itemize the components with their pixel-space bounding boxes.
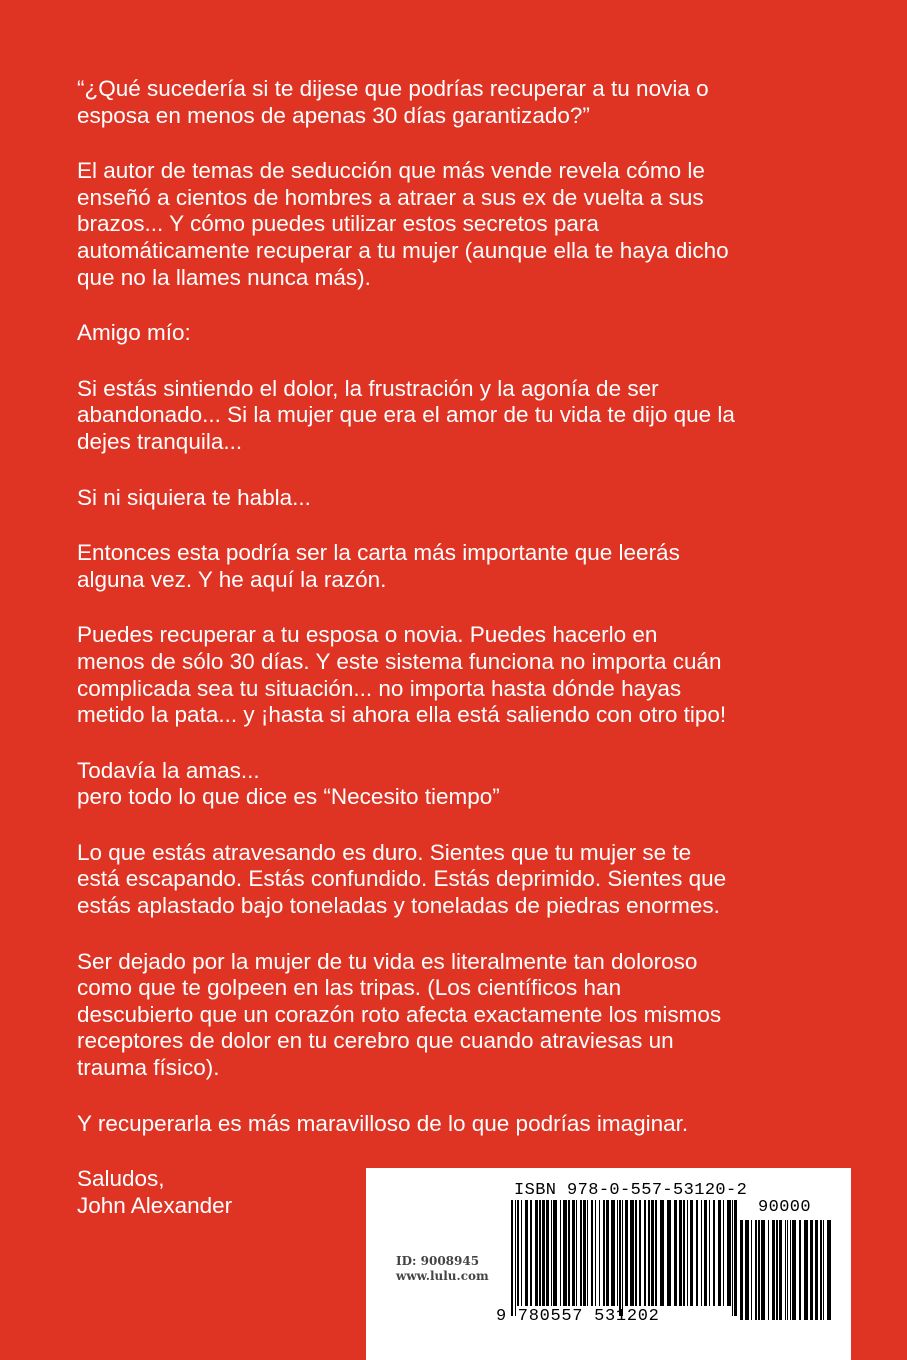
- barcode-bar: [625, 1200, 628, 1306]
- barcode-bar: [651, 1200, 654, 1306]
- barcode-bar: [683, 1200, 685, 1306]
- paragraph: [77, 758, 867, 811]
- barcode-bar: [583, 1200, 586, 1306]
- barcode-bar: [758, 1220, 760, 1320]
- publisher-id: ID: 9008945: [396, 1254, 480, 1268]
- barcode-bar: [820, 1220, 822, 1320]
- barcode-bar: [644, 1200, 646, 1306]
- isbn-label: ISBN 978-0-557-53120-2: [514, 1181, 748, 1200]
- barcode-bar: [667, 1200, 671, 1306]
- paragraph: [77, 1111, 867, 1138]
- barcode-bar: [810, 1220, 813, 1320]
- barcode-bar: [630, 1200, 634, 1306]
- barcode-panel: [366, 1168, 851, 1360]
- barcode-bar: [535, 1200, 538, 1306]
- barcode-bar: [701, 1200, 702, 1306]
- barcode-bar: [745, 1220, 749, 1320]
- barcode-digits: 9 780557 531202: [496, 1307, 660, 1326]
- barcode-bar: [515, 1200, 516, 1316]
- barcode-bar: [761, 1220, 765, 1320]
- barcode-bar: [521, 1200, 522, 1306]
- paragraph: [77, 540, 867, 593]
- publisher-url: www.lulu.com: [396, 1269, 489, 1283]
- barcode-bar: [568, 1200, 570, 1306]
- barcode-bar: [790, 1220, 791, 1320]
- text-line: automáticamente recuperar a tu mujer (aunque ella te haya dicho: [77, 237, 729, 263]
- barcode-bar: [560, 1200, 561, 1306]
- barcode-bar: [617, 1200, 618, 1306]
- text-line: receptores de dolor en tu cerebro que cuando atraviesas un: [77, 1028, 674, 1054]
- text-line: descubierto que un corazón roto afecta exactamente los mismos: [77, 1001, 722, 1027]
- back-cover-text: [77, 76, 867, 1248]
- barcode-bar: [727, 1200, 731, 1306]
- text-line: esposa en menos de apenas 30 días garantizado?”: [77, 102, 590, 128]
- text-line: está escapando. Estás confundido. Estás deprimido. Sientes que: [77, 866, 727, 892]
- text-line: Puedes recuperar a tu esposa o novia. Puedes hacerlo en: [77, 622, 658, 648]
- text-line: Y recuperarla es más maravilloso de lo que podrías imaginar.: [77, 1110, 689, 1136]
- barcode-bar: [606, 1200, 609, 1306]
- barcode-bar: [572, 1200, 575, 1306]
- text-line: Si estás sintiendo el dolor, la frustración y la agonía de ser: [77, 375, 659, 401]
- barcode-bar: [704, 1200, 707, 1306]
- text-line: enseñó a cientos de hombres a atraer a sus ex de vuelta a sus: [77, 184, 704, 210]
- text-line: Entonces esta podría ser la carta más importante que leerás: [77, 540, 680, 566]
- text-line: John Alexander: [77, 1192, 233, 1218]
- text-line: Todavía la amas...: [77, 757, 260, 783]
- barcode-bar: [785, 1220, 786, 1320]
- text-line: abandonado... Si la mujer que era el amor de tu vida te dijo que la: [77, 402, 735, 428]
- barcode-bar: [542, 1200, 545, 1306]
- text-line: que no la llames nunca más).: [77, 264, 371, 290]
- barcode-bar: [690, 1200, 693, 1306]
- barcode-bar: [619, 1200, 621, 1316]
- barcode-bar: [776, 1220, 778, 1320]
- barcode-bar: [799, 1220, 801, 1320]
- barcode-bar: [779, 1220, 782, 1320]
- text-line: brazos... Y cómo puedes utilizar estos secretos para: [77, 211, 599, 237]
- barcode-bar: [595, 1200, 596, 1306]
- barcode-bar: [622, 1200, 623, 1316]
- barcode-bar: [787, 1220, 788, 1320]
- barcode-bar: [511, 1200, 513, 1316]
- barcode-bar: [639, 1200, 641, 1306]
- barcode-bar: [679, 1200, 682, 1306]
- barcode-bar: [599, 1200, 600, 1306]
- paragraph: [77, 485, 867, 512]
- barcode-bar: [674, 1200, 677, 1306]
- barcode-bar: [804, 1220, 808, 1320]
- paragraph: [77, 320, 867, 347]
- barcode-bar: [734, 1200, 737, 1316]
- text-line: Si ni siquiera te habla...: [77, 484, 311, 510]
- price-code: 90000: [758, 1198, 812, 1217]
- barcode-bar: [525, 1200, 528, 1306]
- barcode-bar: [591, 1200, 593, 1306]
- barcode-bar: [792, 1220, 796, 1320]
- text-line: complicada sea tu situación... no importa hasta dónde hayas: [77, 675, 682, 701]
- paragraph: [77, 840, 867, 920]
- barcode-bar: [823, 1220, 824, 1320]
- barcode-bar: [517, 1200, 519, 1306]
- barcode-bar: [551, 1200, 552, 1306]
- barcode-bar: [580, 1200, 582, 1306]
- barcode-bar: [723, 1200, 724, 1306]
- price-barcode: [740, 1220, 835, 1320]
- barcode-bar: [768, 1220, 769, 1320]
- barcode-bar: [655, 1200, 657, 1306]
- text-line: El autor de temas de seducción que más vende revela cómo le: [77, 158, 705, 184]
- barcode-bar: [660, 1200, 664, 1306]
- barcode-bar: [603, 1200, 605, 1306]
- paragraph: [77, 158, 867, 291]
- barcode-bar: [530, 1200, 532, 1306]
- isbn-barcode: [511, 1200, 739, 1316]
- text-line: Saludos,: [77, 1166, 165, 1192]
- text-line: alguna vez. Y he aquí la razón.: [77, 566, 387, 592]
- barcode-bar: [587, 1200, 588, 1306]
- paragraph: [77, 376, 867, 456]
- text-line: “¿Qué sucedería si te dijese que podrías recuperar a tu novia o: [77, 76, 709, 101]
- text-line: Amigo mío:: [77, 320, 191, 346]
- barcode-bar: [539, 1200, 541, 1306]
- barcode-bar: [611, 1200, 615, 1306]
- barcode-bar: [635, 1200, 637, 1306]
- text-line: estás aplastado bajo toneladas y toneladas de piedras enormes.: [77, 893, 720, 919]
- barcode-bar: [751, 1220, 752, 1320]
- text-line: trauma físico).: [77, 1055, 220, 1081]
- barcode-bar: [546, 1200, 549, 1306]
- text-line: metido la pata... y ¡hasta si ahora ella está saliendo con otro tipo!: [77, 702, 727, 728]
- barcode-bar: [563, 1200, 567, 1306]
- text-line: como que te golpeen en las tripas. (Los científicos han: [77, 975, 622, 1001]
- paragraph: [77, 76, 867, 129]
- text-line: dejes tranquila...: [77, 428, 243, 454]
- paragraph: [77, 949, 867, 1082]
- text-line: Lo que estás atravesando es duro. Sientes que tu mujer se te: [77, 839, 692, 865]
- barcode-bar: [648, 1200, 650, 1306]
- barcode-bar: [732, 1200, 733, 1316]
- text-line: Ser dejado por la mujer de tu vida es literalmente tan doloroso: [77, 948, 698, 974]
- paragraph: [77, 622, 867, 728]
- barcode-bar: [687, 1200, 688, 1306]
- text-line: menos de sólo 30 días. Y este sistema funciona no importa cuán: [77, 648, 722, 674]
- barcode-bar: [553, 1200, 557, 1306]
- barcode-bar: [709, 1200, 710, 1306]
- barcode-bar: [696, 1200, 698, 1306]
- barcode-bar: [713, 1200, 715, 1306]
- barcode-bar: [718, 1200, 721, 1306]
- text-line: pero todo lo que dice es “Necesito tiempo”: [77, 784, 500, 810]
- barcode-bar: [740, 1220, 743, 1320]
- barcode-bar: [576, 1200, 577, 1306]
- barcode-bar: [827, 1220, 831, 1320]
- barcode-bar: [755, 1220, 757, 1320]
- barcode-bar: [772, 1220, 775, 1320]
- barcode-bar: [815, 1220, 818, 1320]
